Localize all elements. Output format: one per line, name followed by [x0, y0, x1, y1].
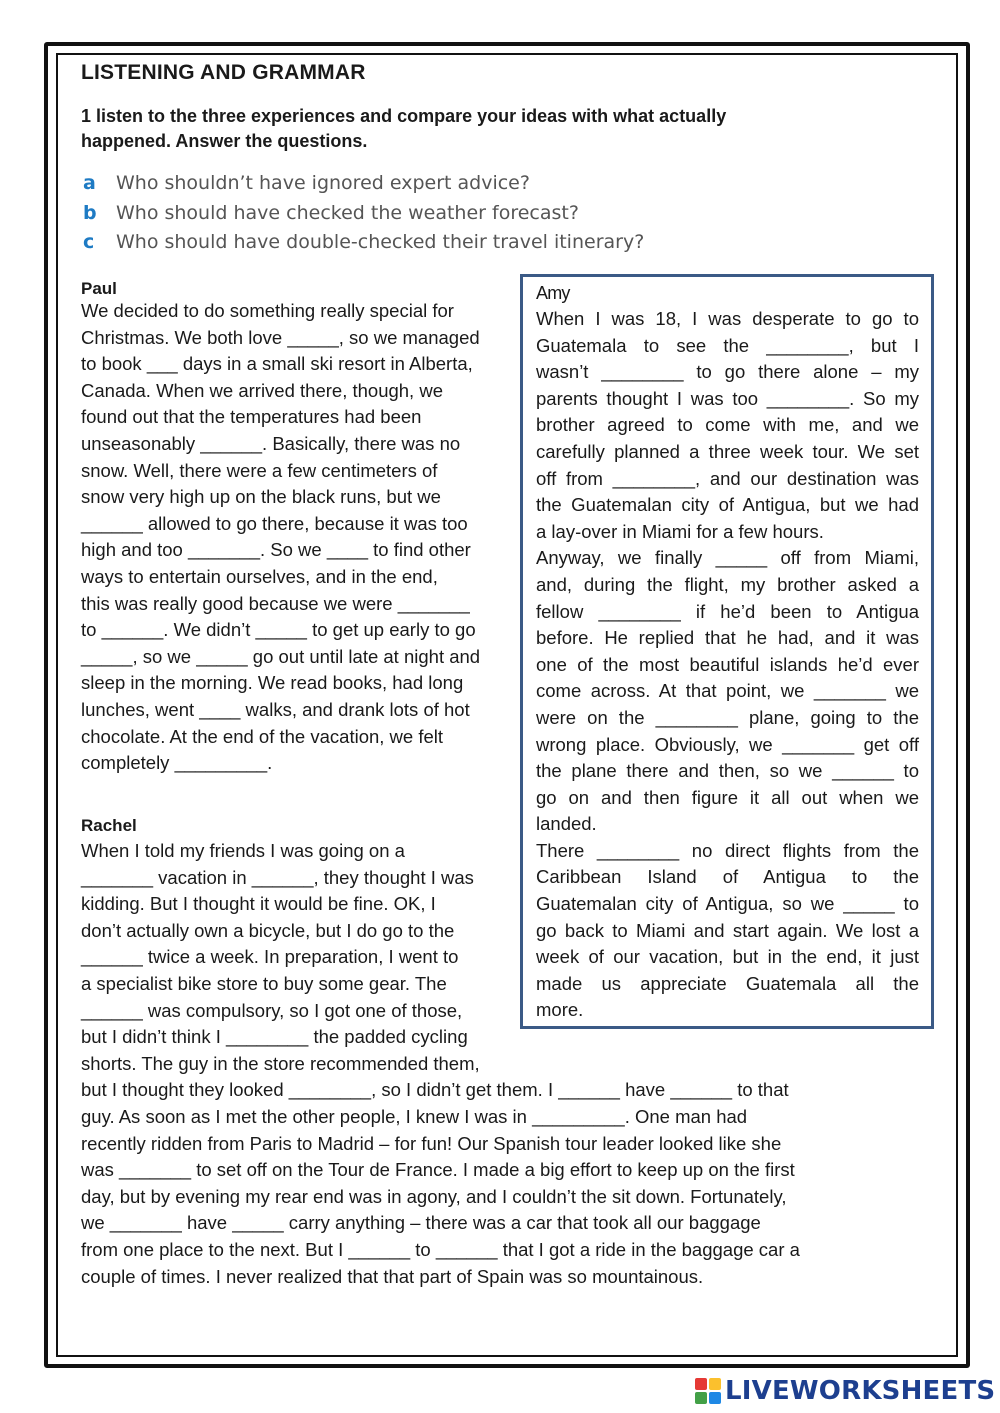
rachel-line: _______ vacation in ______, they thought I was [81, 866, 474, 888]
section-title: LISTENING AND GRAMMAR [81, 61, 366, 84]
amy-line: landed. [536, 813, 597, 835]
paul-line: chocolate. At the end of the vacation, we felt [81, 725, 444, 747]
paul-line: found out that the temperatures had been [81, 406, 422, 428]
amy-line: wasn’t ________ to go there alone – my [536, 361, 919, 383]
paul-line: ways to entertain ourselves, and in the end, [81, 565, 438, 587]
rachel-line: we _______ have _____ carry anything – there was a car that took all our baggage [81, 1212, 761, 1234]
logo-square [695, 1378, 707, 1390]
amy-line: go back to Miami and start again. We lost a [536, 919, 919, 941]
rachel-line: was _______ to set off on the Tour de France. I made a big effort to keep up on the first [81, 1159, 795, 1181]
amy-line: a lay-over in Miami for a few hours. [536, 520, 824, 542]
rachel-line: shorts. The guy in the store recommended them, [81, 1052, 480, 1074]
rachel-line: guy. As soon as I met the other people, I knew I was in _________. One man had [81, 1105, 748, 1127]
rachel-line: ______ was compulsory, so I got one of those, [81, 999, 463, 1021]
amy-line: Anyway, we finally _____ off from Miami, [536, 547, 919, 569]
paul-line: Christmas. We both love _____, so we managed [81, 326, 480, 348]
amy-line: were on the ________ plane, going to the [536, 706, 919, 728]
amy-line: more. [536, 999, 584, 1021]
paul-line: snow. Well, there were a few centimeters of [81, 459, 438, 481]
amy-line: There ________ no direct flights from the [536, 839, 919, 861]
paul-line: snow very high up on the black runs, but we [81, 486, 441, 508]
amy-line: before. He replied that he had, and it was [536, 627, 919, 649]
rachel-line: a specialist bike store to buy some gear. The [81, 972, 447, 994]
question-list [83, 169, 644, 258]
question-letter: a [83, 172, 96, 194]
amy-line: brother agreed to come with me, and we [536, 414, 919, 436]
paul-line: lunches, went ____ walks, and drank lots of hot [81, 698, 470, 720]
brand-text: LIVEWORKSHEETS [725, 1376, 996, 1406]
amy-line: the plane there and then, so we ______ to [536, 760, 919, 782]
paul-story [81, 298, 480, 777]
paul-name: Paul [81, 279, 117, 298]
paul-line: high and too _______. So we ____ to find other [81, 539, 471, 561]
rachel-line: don’t actually own a bicycle, but I do go to the [81, 919, 455, 941]
paul-line: unseasonably ______. Basically, there was no [81, 432, 461, 454]
amy-line: come across. At that point, we _______ we [536, 680, 919, 702]
amy-line: wrong place. Obviously, we _______ get off [536, 733, 919, 755]
liveworksheets-brand[interactable] [695, 1373, 995, 1409]
logo-square [709, 1392, 721, 1404]
amy-line: Caribbean Island of Antigua to the [536, 866, 919, 888]
rachel-name: Rachel [81, 816, 137, 835]
question-item [83, 169, 644, 199]
rachel-line: day, but by evening my rear end was in agony, and I couldn’t the sit down. Fortunately, [81, 1185, 787, 1207]
amy-line: and, during the flight, my brother asked a [536, 573, 919, 595]
amy-line: carefully planned a three week tour. We set [536, 440, 919, 462]
paul-line: to book ___ days in a small ski resort in Alberta, [81, 353, 473, 375]
amy-line: the Guatemalan city of Antigua, but we had [536, 494, 919, 516]
paul-line: We decided to do something really special for [81, 300, 454, 321]
instruction [81, 104, 841, 154]
paul-line: this was really good because we were _______ [81, 592, 470, 614]
question-text: Who should have checked the weather forecast? [116, 201, 579, 224]
rachel-line: couple of times. I never realized that that part of Spain was so mountainous. [81, 1265, 704, 1287]
question-text: Who should have double-checked their travel itinerary? [116, 231, 645, 253]
amy-line: fellow ________ if he’d been to Antigua [536, 600, 919, 622]
rachel-line: kidding. But I thought it would be fine. OK, I [81, 893, 436, 915]
paul-line: ______ allowed to go there, because it was too [81, 512, 468, 534]
amy-line: Guatemala to see the ________, but I [536, 334, 919, 356]
question-letter: b [83, 201, 97, 224]
amy-line: When I was 18, I was desperate to go to [536, 308, 919, 329]
amy-line: go on and then figure it all out when we [536, 786, 919, 808]
question-text: Who shouldn’t have ignored expert advice? [116, 172, 530, 194]
amy-line: week of our vacation, but in the end, it just [536, 946, 919, 968]
amy-story [536, 306, 919, 1024]
question-item [83, 228, 644, 258]
logo-square [709, 1378, 721, 1390]
liveworksheets-logo-icon [695, 1378, 721, 1404]
amy-name: Amy [536, 283, 570, 303]
paul-line: completely _________. [81, 752, 273, 774]
instruction-line: 1 listen to the three experiences and compare your ideas with what actually [81, 106, 727, 126]
amy-line: parents thought I was too ________. So my [536, 387, 919, 409]
rachel-line: but I didn’t think I ________ the padded cycling [81, 1026, 468, 1048]
paul-line: _____, so we _____ go out until late at night and [81, 645, 481, 667]
rachel-line: recently ridden from Paris to Madrid – for fun! Our Spanish tour leader looked like she [81, 1132, 782, 1154]
amy-line: made us appreciate Guatemala all the [536, 972, 919, 994]
rachel-line: ______ twice a week. In preparation, I went to [81, 946, 459, 968]
paul-line: Canada. When we arrived there, though, we [81, 379, 443, 401]
amy-line: off from ________, and our destination was [536, 467, 919, 489]
rachel-line: from one place to the next. But I ______ to ______ that I got a ride in the baggage car a [81, 1238, 800, 1260]
amy-line: one of the most beautiful islands he’d ever [536, 653, 919, 675]
instruction-line: happened. Answer the questions. [81, 131, 368, 151]
question-letter: c [83, 231, 95, 253]
question-item [83, 199, 644, 229]
paul-line: to ______. We didn’t _____ to get up early to go [81, 619, 476, 641]
logo-square [695, 1392, 707, 1404]
rachel-line: but I thought they looked ________, so I didn’t get them. I ______ have ______ to that [81, 1079, 789, 1101]
rachel-line: When I told my friends I was going on a [81, 840, 405, 861]
amy-line: Guatemalan city of Antigua, so we _____ to [536, 893, 919, 915]
paul-line: sleep in the morning. We read books, had long [81, 672, 464, 694]
